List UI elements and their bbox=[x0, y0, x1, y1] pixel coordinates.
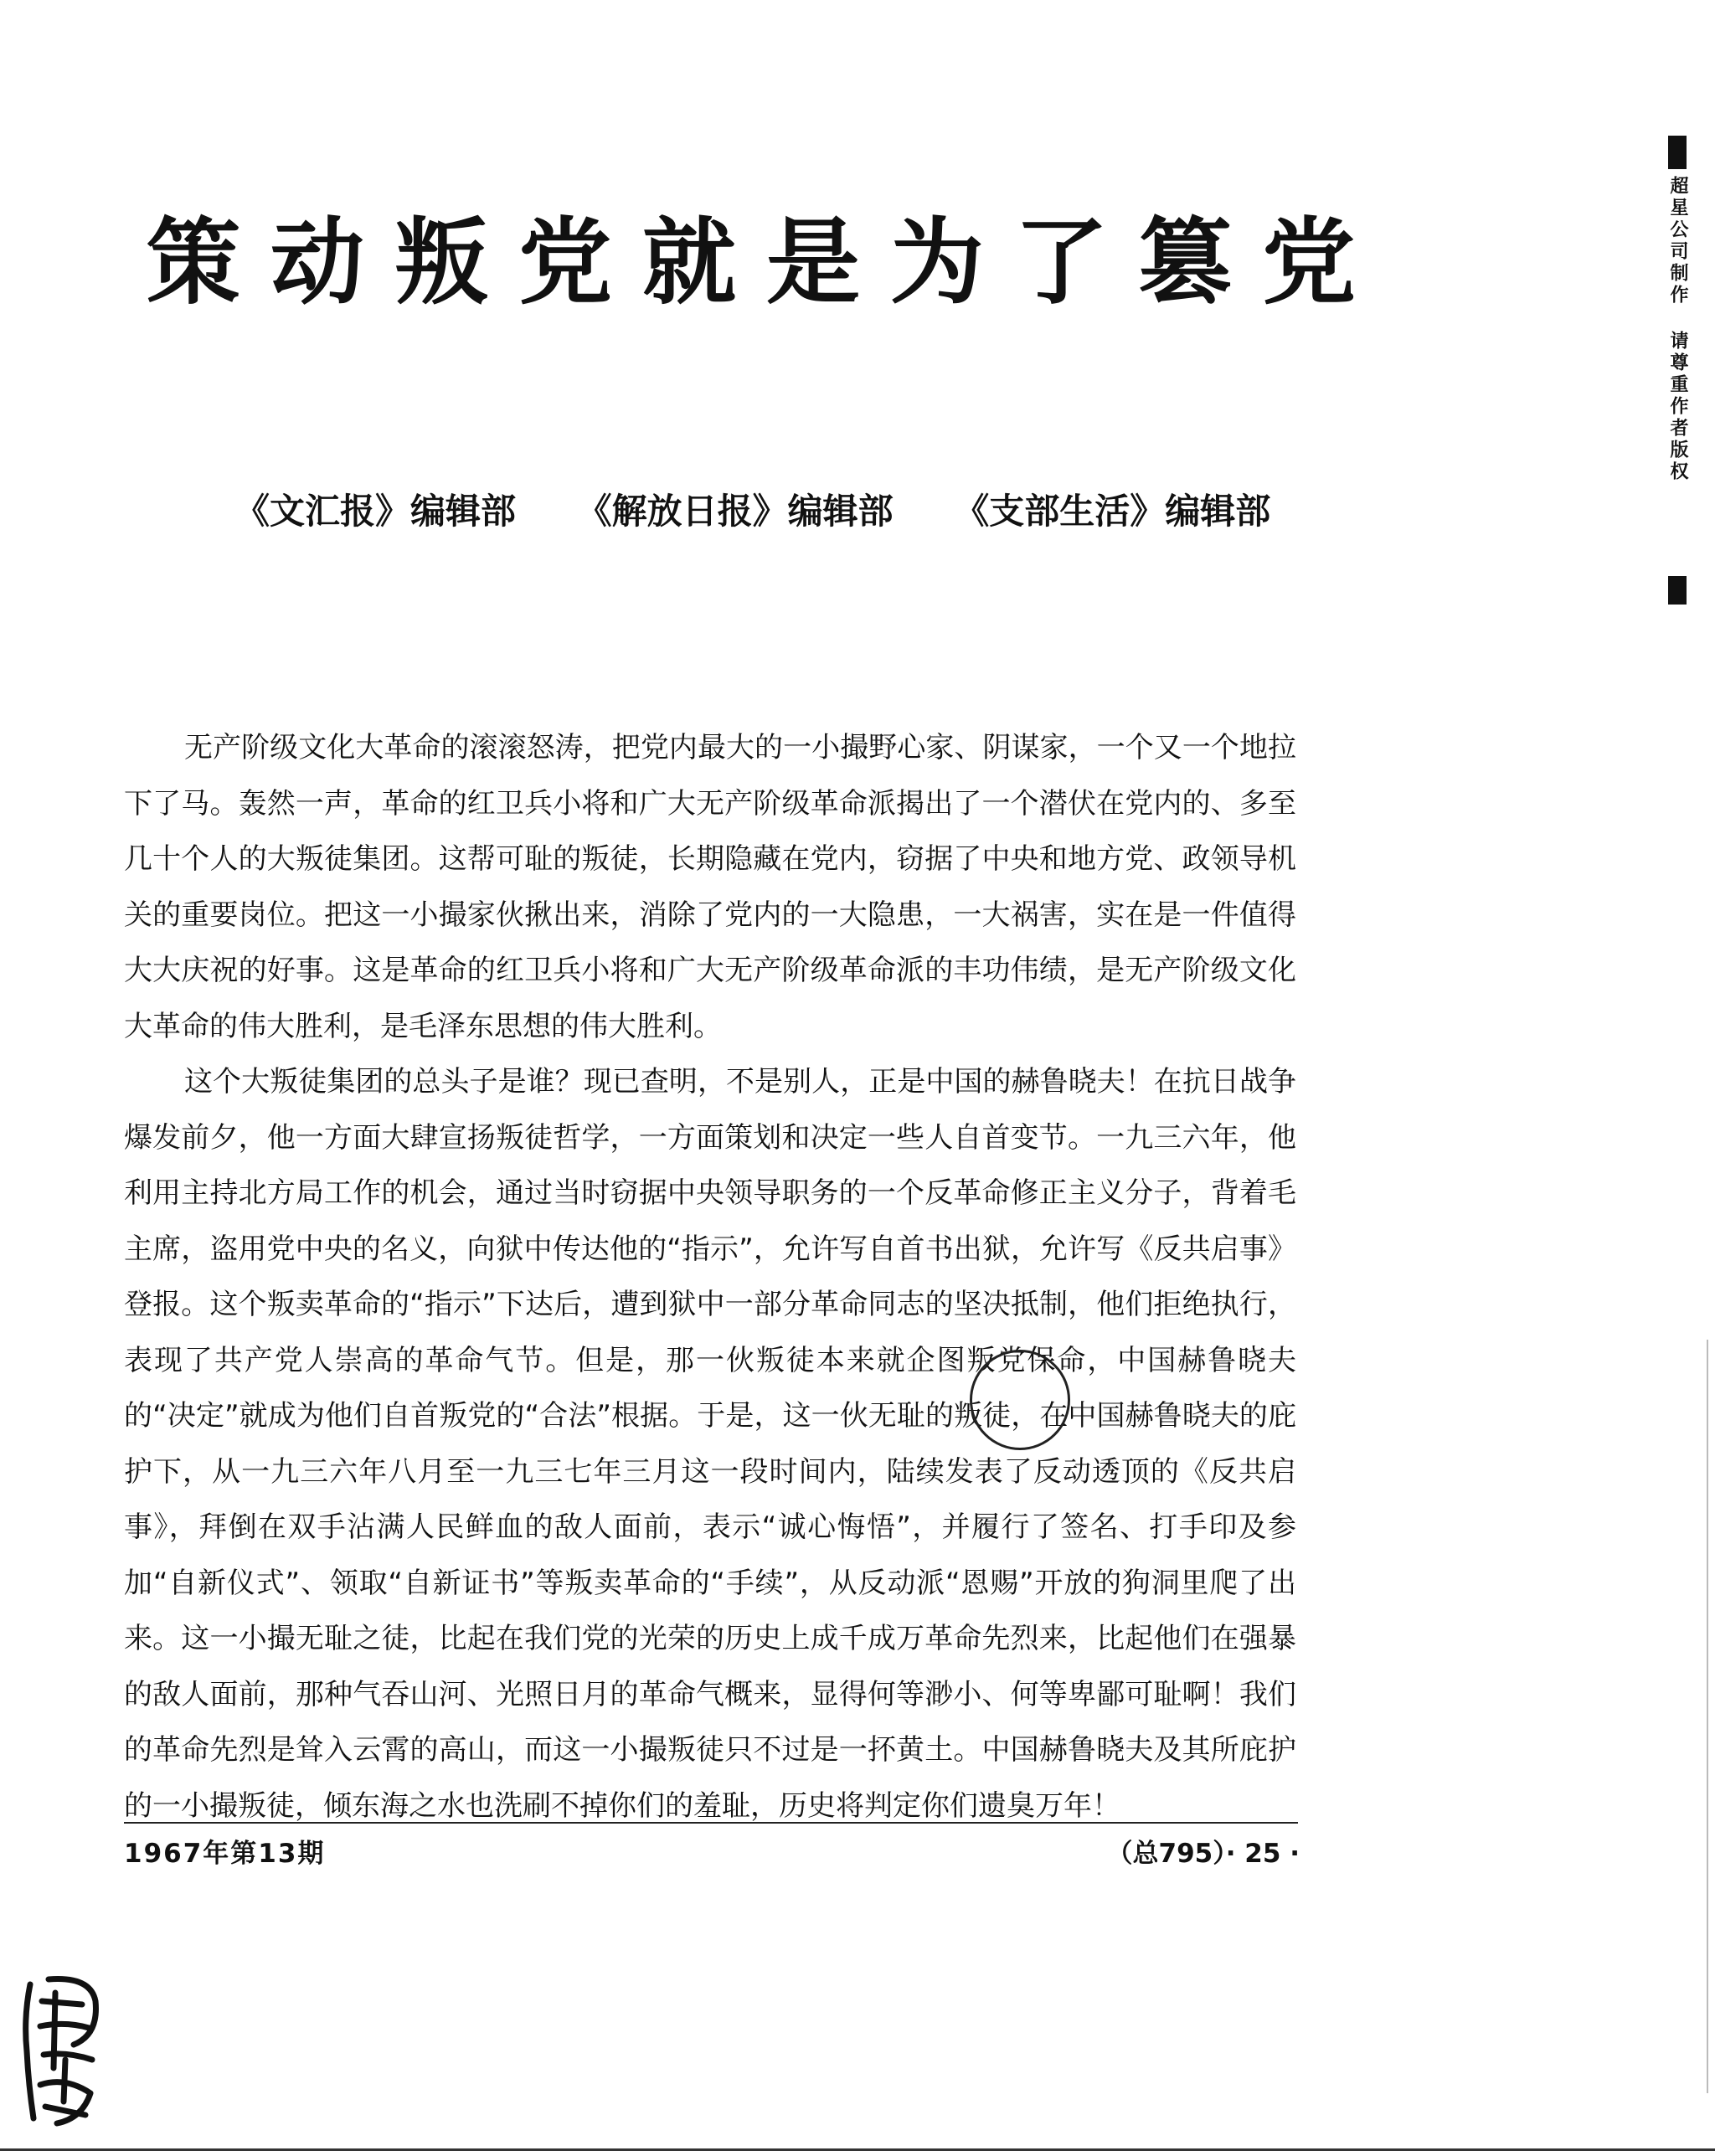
paragraph: 无产阶级文化大革命的滚滚怒涛，把党内最大的一小撮野心家、阴谋家，一个又一个地拉下了马。轰然一声，革命的红卫兵小将和广大无产阶级革命派揭出了一个潜伏在党内的、多至几十个人的大叛徒集团。这帮可耻的叛徒，长期隐藏在党内，窃据了中央和地方党、政领导机关的重要岗位。把这一小撮家伙揪出来，消除了党内的一大隐患，一大祸害，实在是一件值得大大庆祝的好事。这是革命的红卫兵小将和广大无产阶级革命派的丰功伟绩，是无产阶级文化大革命的伟大胜利，是毛泽东思想的伟大胜利。 bbox=[124, 731, 1296, 1043]
byline-item-jiefangribao: 《解放日报》编辑部 bbox=[576, 491, 894, 532]
copyright-side-tab bbox=[1658, 136, 1697, 605]
scan-edge-line bbox=[1707, 1340, 1708, 2093]
byline-item-zhibushenghuo: 《支部生活》编辑部 bbox=[954, 491, 1271, 532]
side-tab-bar-bottom bbox=[1668, 576, 1687, 605]
side-tab-bar-top bbox=[1668, 136, 1687, 169]
footer-issue: 1967年第13期 bbox=[124, 1839, 326, 1869]
footer-divider bbox=[124, 1822, 1298, 1824]
footer-page-number: （总795）· 25 · bbox=[1106, 1839, 1300, 1869]
byline-item-wenhuibao: 《文汇报》编辑部 bbox=[234, 491, 517, 532]
page-title: 策动叛党就是为了篡党 bbox=[147, 208, 1386, 317]
scan-bottom-line bbox=[0, 2148, 1715, 2151]
side-tab-text: 超星公司制作 请尊重作者版权 bbox=[1667, 176, 1688, 483]
handwritten-circle-mark bbox=[970, 1350, 1070, 1450]
paragraph: 这个大叛徒集团的总头子是谁？现已查明，不是别人，正是中国的赫鲁晓夫！在抗日战争爆发前夕，他一方面大肆宣扬叛徒哲学，一方面策划和决定一些人自首变节。一九三六年，他利用主持北方局工作的机会，通过当时窃据中央领导职务的一个反革命修正主义分子，背着毛主席，盗用党中央的名义，向狱中传达他的“指示”，允许写自首书出狱，允许写《反共启事》登报。这个叛卖革命的“指示”下达后，遭到狱中一部分革命同志的坚决抵制，他们拒绝执行，表现了共产党人崇高的革命气节。但是，那一伙叛徒本来就企图叛党保命，中国赫鲁晓夫的“决定”就成为他们自首叛党的“合法”根据。于是，这一伙无耻的叛徒，在中国赫鲁晓夫的庇护下，从一九三六年八月至一九三七年三月这一段时间内，陆续发表了反动透顶的《反共启事》，拜倒在双手沾满人民鲜血的敌人面前，表示“诚心悔悟”，并履行了签名、打手印及参加“自新仪式”、领取“自新证书”等叛卖革命的“手续”，从反动派“恩赐”开放的狗洞里爬了出来。这一小撮无耻之徒，比起在我们党的光荣的历史上成千成万革命先烈来，比起他们在强暴的敌人面前，那种气吞山河、光照日月的革命气概来，显得何等渺小、何等卑鄙可耻啊！我们的革命先烈是耸入云霄的高山，而这一小撮叛徒只不过是一抔黄土。中国赫鲁晓夫及其所庇护的一小撮叛徒，倾东海之水也洗刷不掉你们的羞耻，历史将判定你们遗臭万年！ bbox=[124, 1065, 1296, 1823]
article-body bbox=[124, 720, 1296, 1834]
byline bbox=[234, 491, 1319, 532]
collector-seal-stamp bbox=[15, 1968, 107, 2135]
